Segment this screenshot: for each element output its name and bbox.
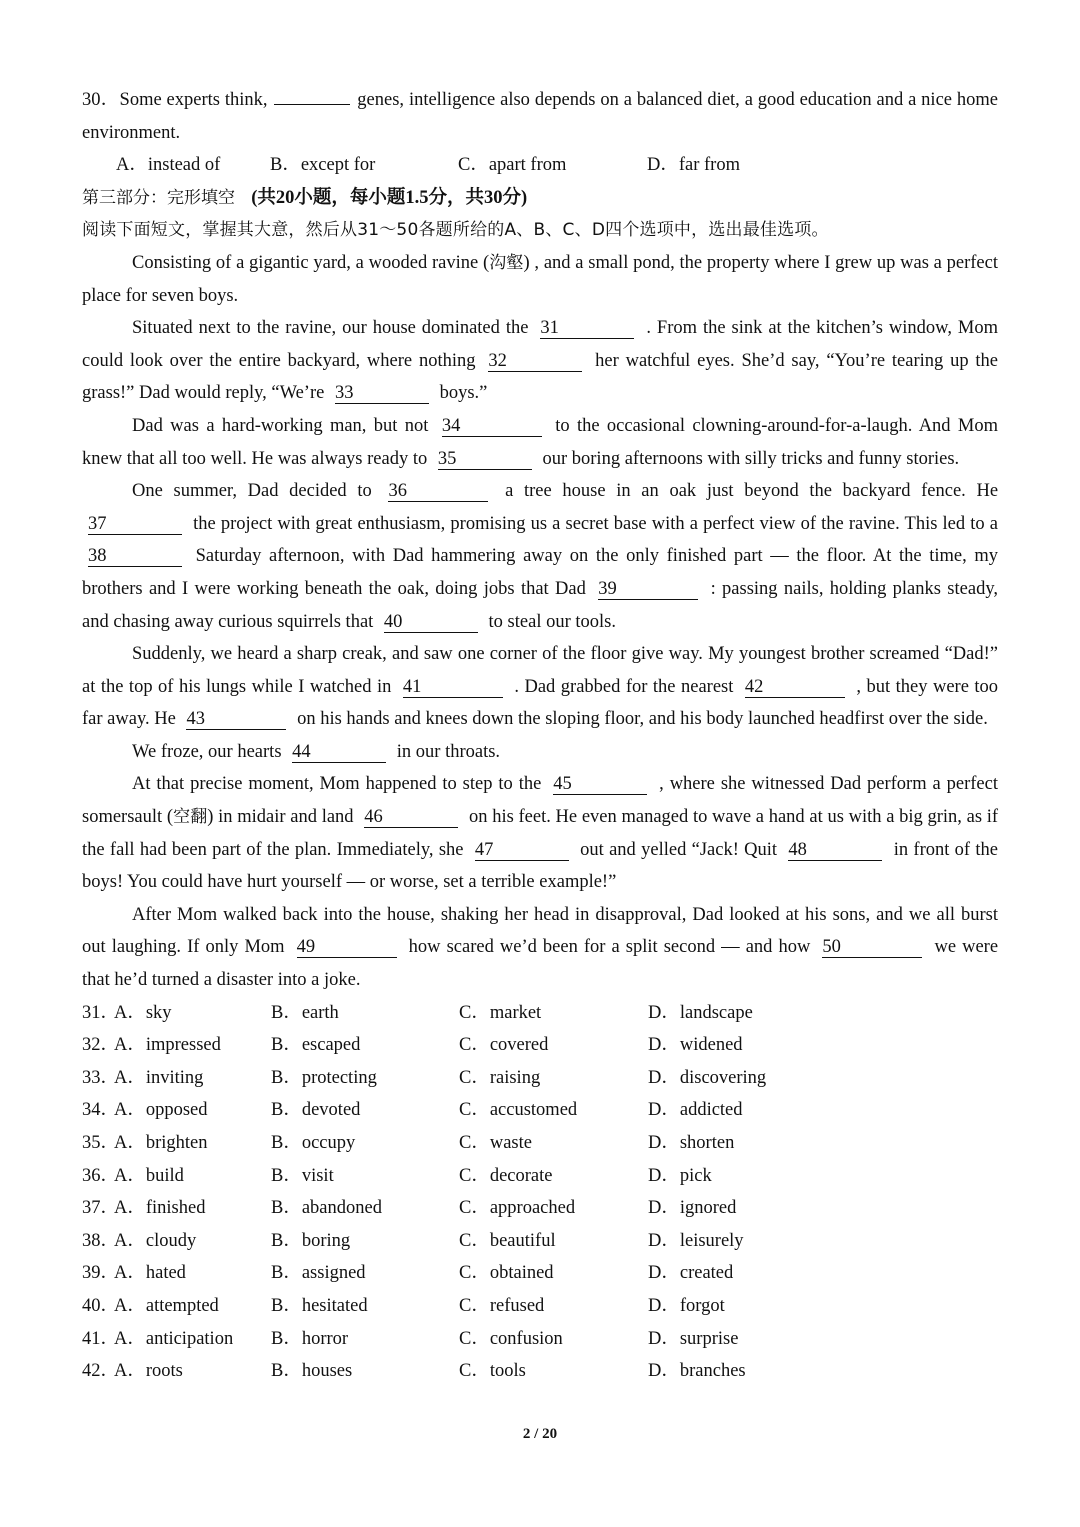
- text: our boring afternoons with silly tricks and funny stories.: [542, 448, 960, 469]
- blank-34: 34: [442, 416, 542, 437]
- answer-row: [82, 997, 998, 1030]
- option-d: D．widened: [648, 1035, 743, 1056]
- text: boys.”: [439, 383, 488, 404]
- question-30-options: [82, 149, 998, 182]
- answer-row: [82, 1355, 998, 1388]
- section-score: (共20小题，每小题1.5分，共30分): [251, 187, 528, 208]
- text: how scared we’d been for a split second — and how: [408, 937, 811, 958]
- blank-42: 42: [745, 677, 845, 698]
- passage-paragraph-6: [82, 736, 998, 769]
- option-b: B．boring: [271, 1230, 351, 1251]
- answer-row: [82, 1323, 998, 1356]
- text: in front of the boys! You could have hurt yourself — or worse, set a terrible example!”: [82, 839, 998, 893]
- option-a: A．opposed: [114, 1100, 208, 1121]
- answer-number: 35．: [82, 1133, 120, 1153]
- answer-row: [82, 1127, 998, 1160]
- option-a: A．build: [114, 1165, 184, 1186]
- answer-number: 33．: [82, 1067, 120, 1088]
- text: on his feet. He even managed to wave a hand at us with a big grin, as if the fall had been part of the plan. Immediately, she: [82, 807, 999, 860]
- answer-number: 36．: [82, 1165, 120, 1186]
- text: a tree house in an oak just beyond the backyard fence. He: [505, 481, 999, 502]
- page-number: [0, 1426, 1080, 1443]
- option-a: A．anticipation: [114, 1328, 234, 1349]
- option-d: D．branches: [648, 1361, 746, 1382]
- option-c: C．apart from: [458, 155, 567, 176]
- text: on his hands and knees down the sloping floor, and his body launched headfirst over the side.: [297, 709, 988, 730]
- option-b: B．abandoned: [271, 1198, 382, 1219]
- answer-number: 38．: [82, 1230, 120, 1251]
- answer-row: [82, 1160, 998, 1193]
- option-b: B．devoted: [271, 1100, 361, 1121]
- option-b: B．horror: [271, 1328, 349, 1349]
- option-c: C．raising: [459, 1067, 541, 1088]
- blank-43: 43: [186, 709, 286, 730]
- option-d: D．pick: [648, 1165, 712, 1186]
- passage-paragraph-2: [82, 312, 998, 410]
- text: Suddenly, we heard a sharp creak, and saw one corner of the floor give way. My youngest brother screamed “Dad!” at the top of his lungs while I watched in: [82, 644, 998, 697]
- option-a: A．instead of: [116, 155, 221, 176]
- option-d: D．surprise: [648, 1328, 739, 1349]
- blank-44: 44: [292, 742, 386, 763]
- blank-31: 31: [540, 318, 634, 339]
- option-a: A．attempted: [114, 1295, 219, 1316]
- chinese-gloss: 空翻: [173, 807, 208, 828]
- option-d: D．forgot: [648, 1295, 725, 1316]
- blank-45: 45: [553, 774, 647, 795]
- blank-41: 41: [403, 677, 503, 698]
- option-d: D．far from: [647, 155, 740, 176]
- text: ) in midair and land: [207, 807, 354, 828]
- option-a: A．impressed: [114, 1035, 221, 1056]
- option-c: C．decorate: [459, 1165, 553, 1186]
- answer-row: [82, 1225, 998, 1258]
- option-c: C．accustomed: [459, 1100, 578, 1121]
- text: ) , and a small pond, the property where I grew up was a perfect place for seven boys.: [82, 252, 998, 306]
- option-a: A．roots: [114, 1361, 183, 1382]
- question-text-post: genes, intelligence also depends on a balanced diet, a good education and a nice home environment.: [82, 90, 998, 143]
- option-d: D．landscape: [648, 1002, 753, 1023]
- blank-33: 33: [335, 383, 429, 404]
- text: We froze, our hearts: [132, 741, 282, 762]
- option-a: A．sky: [114, 1002, 172, 1023]
- passage-paragraph-1: [82, 247, 998, 312]
- option-a: A．finished: [114, 1198, 206, 1219]
- option-c: C．waste: [459, 1133, 532, 1153]
- text: . Dad grabbed for the nearest: [514, 676, 734, 697]
- question-number: 30．: [82, 90, 120, 110]
- text: in our throats.: [396, 741, 501, 762]
- option-a: A．brighten: [114, 1133, 208, 1153]
- text: the project with great enthusiasm, promising us a secret base with a perfect view of the ravine. This led to a: [193, 513, 998, 534]
- blank-32: 32: [488, 351, 582, 372]
- current-page: 2: [522, 1426, 531, 1442]
- text: One summer, Dad decided to: [132, 481, 372, 502]
- chinese-gloss: 沟壑: [489, 252, 524, 273]
- option-a: A．inviting: [114, 1067, 204, 1088]
- blank-35: 35: [438, 449, 532, 470]
- blank-37: 37: [88, 514, 182, 535]
- page-content: [82, 84, 998, 1388]
- answer-number: 37．: [82, 1198, 120, 1219]
- text: her watchful eyes. She’d say, “You’re tearing up the grass!” Dad would reply, “We’re: [82, 350, 999, 404]
- blank-47: 47: [475, 840, 569, 861]
- answer-options: [82, 997, 998, 1388]
- section-heading: [82, 182, 998, 215]
- blank-49: 49: [297, 937, 397, 958]
- section-instruction: 阅读下面短文，掌握其大意，然后从31～50各题所给的A、B、C、D四个选项中，选出最佳选项。: [82, 220, 829, 241]
- option-b: B．except for: [270, 155, 376, 176]
- blank-50: 50: [822, 937, 922, 958]
- option-b: B．hesitated: [271, 1295, 368, 1316]
- blank-48: 48: [788, 840, 882, 861]
- blank-40: 40: [384, 612, 478, 633]
- blank-46: 46: [364, 807, 458, 828]
- option-c: C．approached: [459, 1198, 576, 1219]
- question-text-pre: Some experts think,: [119, 90, 273, 110]
- option-b: B．protecting: [271, 1067, 377, 1088]
- answer-number: 31．: [82, 1002, 120, 1023]
- option-c: C．market: [459, 1002, 542, 1023]
- text: Situated next to the ravine, our house dominated the: [132, 318, 529, 339]
- passage-paragraph-3: [82, 410, 998, 475]
- passage-paragraph-5: [82, 638, 998, 736]
- text: : passing nails, holding planks steady, and chasing away curious squirrels that: [82, 578, 998, 632]
- text: Saturday afternoon, with Dad hammering away on the only finished part — the floor. At the time, my brothers and I were working beneath the oak, doing jobs that Dad: [82, 546, 998, 599]
- text: Dad was a hard-working man, but not: [132, 415, 429, 436]
- answer-row: [82, 1029, 998, 1062]
- option-a: A．cloudy: [114, 1230, 197, 1251]
- option-c: C．confusion: [459, 1328, 563, 1349]
- answer-row: [82, 1192, 998, 1225]
- answer-number: 41．: [82, 1328, 120, 1349]
- passage-paragraph-4: [82, 475, 998, 638]
- text: to the occasional clowning-around-for-a-laugh. And Mom knew that all too well. He was always ready to: [82, 415, 999, 469]
- page-separator: /: [530, 1426, 543, 1442]
- option-d: D．addicted: [648, 1100, 743, 1121]
- blank-30: [274, 104, 350, 105]
- option-c: C．obtained: [459, 1263, 554, 1284]
- answer-number: 34．: [82, 1100, 120, 1121]
- question-30: [82, 84, 998, 149]
- option-c: C．refused: [459, 1295, 545, 1316]
- option-c: C．tools: [459, 1361, 526, 1382]
- option-c: C．beautiful: [459, 1230, 556, 1251]
- option-d: D．ignored: [648, 1198, 737, 1219]
- answer-number: 32．: [82, 1035, 120, 1056]
- section-title: 第三部分：完形填空: [82, 187, 235, 208]
- option-d: D．discovering: [648, 1067, 767, 1088]
- text: to steal our tools.: [488, 611, 616, 632]
- text: At that precise moment, Mom happened to step to the: [132, 774, 542, 795]
- option-c: C．covered: [459, 1035, 549, 1056]
- option-b: B．earth: [271, 1002, 339, 1023]
- answer-row: [82, 1094, 998, 1127]
- passage-paragraph-8: [82, 899, 998, 997]
- answer-number: 39．: [82, 1263, 120, 1284]
- option-a: A．hated: [114, 1263, 186, 1284]
- option-b: B．houses: [271, 1361, 353, 1382]
- answer-number: 42．: [82, 1361, 120, 1382]
- option-b: B．occupy: [271, 1133, 356, 1153]
- answer-row: [82, 1062, 998, 1095]
- answer-row: [82, 1257, 998, 1290]
- text: , where she witnessed Dad perform a perfect somersault (: [82, 774, 998, 828]
- text: , but they were too far away. He: [82, 676, 999, 730]
- passage-paragraph-7: [82, 768, 998, 898]
- answer-row: [82, 1290, 998, 1323]
- option-b: B．assigned: [271, 1263, 366, 1284]
- option-b: B．escaped: [271, 1035, 361, 1056]
- text: out and yelled “Jack! Quit: [580, 839, 778, 860]
- text: we were that he’d turned a disaster into a joke.: [82, 937, 999, 991]
- text: Consisting of a gigantic yard, a wooded ravine (: [132, 252, 490, 273]
- option-d: D．created: [648, 1263, 734, 1284]
- answer-number: 40．: [82, 1295, 120, 1316]
- total-pages: 20: [542, 1426, 558, 1442]
- option-b: B．visit: [271, 1165, 334, 1186]
- blank-38: 38: [88, 546, 182, 567]
- option-d: D．shorten: [648, 1133, 735, 1153]
- option-d: D．leisurely: [648, 1230, 744, 1251]
- text: After Mom walked back into the house, shaking her head in disapproval, Dad looked at his sons, and we all burst out laughing. If only Mom: [82, 904, 998, 958]
- blank-36: 36: [388, 481, 488, 502]
- blank-39: 39: [598, 579, 698, 600]
- text: . From the sink at the kitchen’s window, Mom could look over the entire backyard, where nothing: [82, 318, 998, 371]
